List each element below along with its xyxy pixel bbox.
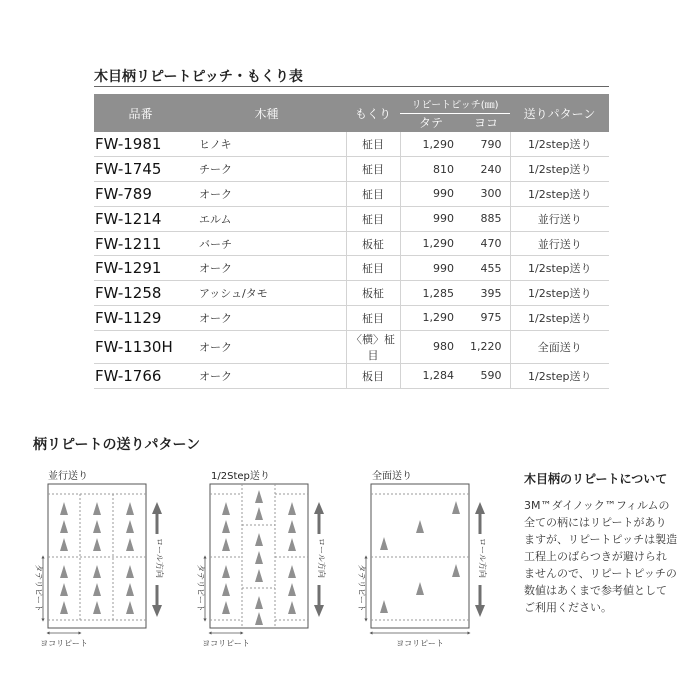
product-code: FW-1291 [94, 256, 187, 281]
pitch-tate: 980 [400, 330, 462, 363]
pitch-yoko: 1,220 [462, 330, 510, 363]
arrow-up-icon [314, 502, 324, 514]
pitch-yoko: 395 [462, 281, 510, 306]
grain-type: 板柾 [346, 231, 400, 256]
arrow-shaft [318, 585, 321, 605]
about-line: 3M™ダイノック™フィルムの [524, 499, 670, 512]
grain-type: 板目 [346, 363, 400, 388]
tate-repeat-text: タテリピート [357, 564, 366, 612]
feed-pattern: 1/2step送り [510, 157, 609, 182]
grain-type: 〈横〉柾目 [346, 330, 400, 363]
product-code: FW-789 [94, 182, 187, 207]
about-line: 全ての柄にはリピートがあり [524, 516, 667, 529]
product-code: FW-1766 [94, 363, 187, 388]
product-code: FW-1214 [94, 206, 187, 231]
wood-species: オーク [187, 330, 346, 363]
pitch-yoko: 455 [462, 256, 510, 281]
tate-repeat-text: タテリピート [34, 564, 43, 612]
grain-type: 板柾 [346, 281, 400, 306]
diagram-parallel [34, 484, 165, 648]
section-title: 柄リピートの送りパターン [33, 437, 201, 453]
grain-type: 柾目 [346, 206, 400, 231]
pitch-yoko: 300 [462, 182, 510, 207]
header-code: 品番 [94, 94, 187, 132]
header-tate: タテ [400, 113, 462, 132]
label-half-step: 1/2Step送り [211, 471, 270, 482]
feed-pattern: 1/2step送り [510, 306, 609, 331]
product-code: FW-1745 [94, 157, 187, 182]
pitch-tate: 1,290 [400, 231, 462, 256]
pitch-yoko: 590 [462, 363, 510, 388]
wood-species: バーチ [187, 231, 346, 256]
pitch-tate: 990 [400, 256, 462, 281]
wood-species: オーク [187, 363, 346, 388]
about-title: 木目柄のリピートについて [524, 472, 668, 486]
arrow-shaft [479, 585, 482, 605]
grain-type: 柾目 [346, 157, 400, 182]
feed-pattern: 1/2step送り [510, 363, 609, 388]
about-line: ご利用ください。 [524, 601, 612, 614]
roll-direction-text: ロール方向 [155, 538, 164, 578]
arrow-down-icon [314, 605, 324, 617]
grain-type: 柾目 [346, 182, 400, 207]
wood-species: アッシュ/タモ [187, 281, 346, 306]
about-line: 工程上のばらつきが避けられ [524, 550, 667, 563]
header-yoko: ヨコ [462, 113, 510, 132]
pitch-tate: 810 [400, 157, 462, 182]
yoko-repeat-text: ヨコリピート [40, 639, 88, 648]
wood-species: チーク [187, 157, 346, 182]
header-pattern: 送りパターン [510, 94, 609, 132]
label-full: 全面送り [372, 471, 412, 482]
grain-type: 柾目 [346, 256, 400, 281]
roll-direction-text: ロール方向 [317, 538, 326, 578]
header-pitch: リピートピッチ(㎜) [400, 94, 510, 113]
feed-pattern: 並行送り [510, 231, 609, 256]
pitch-tate: 990 [400, 206, 462, 231]
grain-type: 柾目 [346, 306, 400, 331]
arrow-shaft [156, 514, 159, 534]
arrow-shaft [479, 514, 482, 534]
wood-species: オーク [187, 256, 346, 281]
label-parallel: 並行送り [48, 471, 88, 482]
product-code: FW-1129 [94, 306, 187, 331]
feed-pattern: 全面送り [510, 330, 609, 363]
arrow-shaft [156, 585, 159, 605]
feed-pattern: 1/2step送り [510, 132, 609, 157]
yoko-repeat-text: ヨコリピート [396, 639, 444, 648]
header-grain: もくり [346, 94, 400, 132]
diagram-half-step [196, 484, 327, 648]
arrow-up-icon [475, 502, 485, 514]
arrow-down-icon [475, 605, 485, 617]
about-line: ませんので、リピートピッチの [524, 567, 677, 580]
pitch-yoko: 790 [462, 132, 510, 157]
pitch-tate: 1,285 [400, 281, 462, 306]
about-line: ますが、リピートピッチは製造 [524, 533, 678, 546]
table-title: 木目柄リピートピッチ・もくり表 [94, 69, 303, 85]
header-wood: 木種 [187, 94, 346, 132]
arrow-up-icon [152, 502, 162, 514]
wood-species: オーク [187, 182, 346, 207]
feed-pattern: 1/2step送り [510, 182, 609, 207]
product-code: FW-1211 [94, 231, 187, 256]
wood-species: エルム [187, 206, 346, 231]
pitch-tate: 1,290 [400, 306, 462, 331]
diagram-full [357, 484, 488, 648]
feed-pattern: 1/2step送り [510, 256, 609, 281]
pitch-yoko: 240 [462, 157, 510, 182]
yoko-repeat-text: ヨコリピート [202, 639, 250, 648]
product-code: FW-1981 [94, 132, 187, 157]
feed-pattern: 並行送り [510, 206, 609, 231]
product-code: FW-1130H [94, 330, 187, 363]
arrow-down-icon [152, 605, 162, 617]
pitch-tate: 990 [400, 182, 462, 207]
pitch-yoko: 975 [462, 306, 510, 331]
wood-species: オーク [187, 306, 346, 331]
arrow-shaft [318, 514, 321, 534]
pitch-tate: 1,284 [400, 363, 462, 388]
about-line: 数値はあくまで参考値として [524, 584, 667, 597]
pitch-yoko: 885 [462, 206, 510, 231]
roll-direction-text: ロール方向 [478, 538, 487, 578]
grain-type: 柾目 [346, 132, 400, 157]
tate-repeat-text: タテリピート [196, 564, 205, 612]
pitch-tate: 1,290 [400, 132, 462, 157]
feed-pattern: 1/2step送り [510, 281, 609, 306]
product-code: FW-1258 [94, 281, 187, 306]
wood-species: ヒノキ [187, 132, 346, 157]
pitch-yoko: 470 [462, 231, 510, 256]
